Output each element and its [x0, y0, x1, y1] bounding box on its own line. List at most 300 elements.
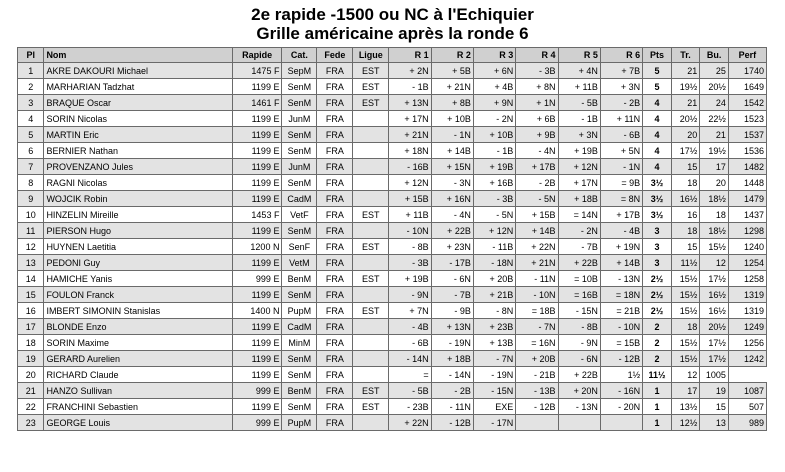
cell-round-6: - 13N [600, 271, 642, 287]
cell-tiebreak-tr: 15½ [671, 271, 700, 287]
cell-round-4: - 7N [516, 319, 558, 335]
table-row [18, 175, 767, 191]
cell-federation: FRA [317, 399, 353, 415]
cell-tiebreak-tr: 18 [671, 223, 700, 239]
cell-points: 2½ [643, 271, 672, 287]
table-row [18, 95, 767, 111]
cell-tiebreak-bu: 18 [700, 207, 729, 223]
cell-round-2: + 10B [431, 111, 473, 127]
cell-league: EST [353, 271, 389, 287]
cell-federation: FRA [317, 383, 353, 399]
cell-round-2: - 2B [431, 383, 473, 399]
cell-performance: 1249 [728, 319, 766, 335]
cell-federation: FRA [317, 223, 353, 239]
cell-place: 6 [18, 143, 44, 159]
cell-category: PupM [282, 303, 317, 319]
header-r6: R 6 [600, 48, 642, 63]
cell-round-6 [600, 415, 642, 431]
cell-performance: 1482 [728, 159, 766, 175]
cell-round-3: + 10B [473, 127, 515, 143]
cell-place: 15 [18, 287, 44, 303]
cell-round-1: + 17N [389, 111, 431, 127]
cell-category: JunM [282, 111, 317, 127]
cell-name: IMBERT SIMONIN Stanislas [44, 303, 232, 319]
cell-federation: FRA [317, 367, 353, 383]
cell-federation: FRA [317, 255, 353, 271]
cell-tiebreak-tr: 12½ [671, 415, 700, 431]
cell-round-3: - 7N [473, 351, 515, 367]
cell-place: 22 [18, 399, 44, 415]
cell-round-5: - 13N [558, 399, 600, 415]
cell-round-6: - 6B [600, 127, 642, 143]
cell-round-4: - 13B [516, 383, 558, 399]
cell-category: SenM [282, 127, 317, 143]
cell-round-5: - 15N [558, 303, 600, 319]
cell-place: 4 [18, 111, 44, 127]
cell-rating: 1199 E [232, 175, 282, 191]
cell-category: CadM [282, 191, 317, 207]
header-r2: R 2 [431, 48, 473, 63]
cell-round-5: + 4N [558, 63, 600, 79]
cell-tiebreak-tr: 15 [671, 239, 700, 255]
cell-place: 3 [18, 95, 44, 111]
cell-league: EST [353, 63, 389, 79]
cell-place: 17 [18, 319, 44, 335]
cell-points: 4 [643, 159, 672, 175]
cell-round-6: + 17B [600, 207, 642, 223]
cell-tiebreak-tr: 18 [671, 175, 700, 191]
cell-tiebreak-bu: 17 [700, 159, 729, 175]
cell-points: 3 [643, 239, 672, 255]
table-row [18, 367, 767, 383]
cell-name: MARTIN Eric [44, 127, 232, 143]
header-r5: R 5 [558, 48, 600, 63]
cell-place: 12 [18, 239, 44, 255]
cell-tiebreak-tr: 13½ [671, 399, 700, 415]
table-row [18, 239, 767, 255]
cell-league [353, 351, 389, 367]
cell-category: SenM [282, 399, 317, 415]
cell-tiebreak-tr: 15½ [671, 335, 700, 351]
cell-round-4: + 1N [516, 95, 558, 111]
cell-league [353, 127, 389, 143]
cell-rating: 1199 E [232, 255, 282, 271]
cell-league: EST [353, 399, 389, 415]
cell-tiebreak-tr: 15½ [671, 351, 700, 367]
cell-round-3: - 15N [473, 383, 515, 399]
table-row [18, 319, 767, 335]
cell-place: 2 [18, 79, 44, 95]
cell-round-1: + 18N [389, 143, 431, 159]
cell-tiebreak-bu: 20½ [700, 79, 729, 95]
cell-place: 11 [18, 223, 44, 239]
cell-category: BenM [282, 383, 317, 399]
cell-round-2: - 7B [431, 287, 473, 303]
cell-category: VetM [282, 255, 317, 271]
cell-round-5: = 16B [558, 287, 600, 303]
cell-federation: FRA [317, 303, 353, 319]
cell-place: 9 [18, 191, 44, 207]
cell-round-4: - 2B [516, 175, 558, 191]
table-row [18, 415, 767, 431]
cell-round-5: + 3N [558, 127, 600, 143]
cell-name: GEORGE Louis [44, 415, 232, 431]
cell-league: EST [353, 79, 389, 95]
cell-name: HAMICHE Yanis [44, 271, 232, 287]
cell-round-6: - 4B [600, 223, 642, 239]
cell-tiebreak-bu: 17½ [700, 351, 729, 367]
cell-round-6: + 7B [600, 63, 642, 79]
cell-round-6: + 3N [600, 79, 642, 95]
cell-round-4: + 8N [516, 79, 558, 95]
table-row [18, 335, 767, 351]
cell-round-4: - 12B [516, 399, 558, 415]
cell-round-5: + 11B [558, 79, 600, 95]
cell-name: PEDONI Guy [44, 255, 232, 271]
cell-tiebreak-tr: 11½ [671, 255, 700, 271]
cell-place: 1 [18, 63, 44, 79]
cell-name: SORIN Nicolas [44, 111, 232, 127]
cell-category: SenM [282, 95, 317, 111]
cell-round-4: + 6B [516, 111, 558, 127]
page-subtitle: Grille américaine après la ronde 6 [256, 24, 529, 43]
header-r4: R 4 [516, 48, 558, 63]
cell-federation: FRA [317, 351, 353, 367]
cell-rating: 999 E [232, 383, 282, 399]
header-ligue: Ligue [353, 48, 389, 63]
cell-points: 4 [643, 111, 672, 127]
cell-tiebreak-bu: 12 [700, 255, 729, 271]
cell-round-1: + 12N [389, 175, 431, 191]
cell-round-5: = 10B [558, 271, 600, 287]
cell-round-4: - 21B [516, 367, 558, 383]
cell-round-2: + 8B [431, 95, 473, 111]
cell-performance: 1087 [728, 383, 766, 399]
cell-name: SORIN Maxime [44, 335, 232, 351]
cell-round-2: + 14B [431, 143, 473, 159]
cell-round-2: - 14N [431, 367, 473, 383]
cell-round-4: + 14B [516, 223, 558, 239]
cell-place: 19 [18, 351, 44, 367]
cell-round-1: - 9N [389, 287, 431, 303]
cell-category: SenM [282, 143, 317, 159]
cell-place: 14 [18, 271, 44, 287]
cell-place: 7 [18, 159, 44, 175]
table-row [18, 191, 767, 207]
table-row [18, 271, 767, 287]
cell-round-4: + 9B [516, 127, 558, 143]
cell-round-4: + 17B [516, 159, 558, 175]
cell-points: 3½ [643, 191, 672, 207]
cell-name: PIERSON Hugo [44, 223, 232, 239]
cell-points: 5 [643, 63, 672, 79]
cell-rating: 1199 E [232, 351, 282, 367]
cell-performance: 1240 [728, 239, 766, 255]
cell-name: BRAQUE Oscar [44, 95, 232, 111]
cell-round-5: + 20N [558, 383, 600, 399]
cell-performance: 1523 [728, 111, 766, 127]
table-row [18, 63, 767, 79]
cell-round-6: - 1N [600, 159, 642, 175]
cell-name: RICHARD Claude [44, 367, 232, 383]
cell-round-3: - 3B [473, 191, 515, 207]
cell-round-6: + 5N [600, 143, 642, 159]
cell-round-5: - 6N [558, 351, 600, 367]
table-row [18, 255, 767, 271]
cell-round-6: - 12B [600, 351, 642, 367]
cell-round-2: - 11N [431, 399, 473, 415]
cell-performance: 1258 [728, 271, 766, 287]
cell-round-6: = 18N [600, 287, 642, 303]
cell-round-1: = [389, 367, 431, 383]
cell-category: SenM [282, 367, 317, 383]
header-pts: Pts [643, 48, 672, 63]
cell-performance: 1437 [728, 207, 766, 223]
cell-points: 2½ [643, 303, 672, 319]
cell-round-1: - 10N [389, 223, 431, 239]
cell-federation: FRA [317, 271, 353, 287]
cell-round-6: = 9B [600, 175, 642, 191]
cell-round-2: + 23N [431, 239, 473, 255]
cell-round-6: + 11N [600, 111, 642, 127]
cell-round-1: + 15B [389, 191, 431, 207]
cell-tiebreak-tr: 21 [671, 63, 700, 79]
cell-points: 4 [643, 127, 672, 143]
cell-name: MARHARIAN Tadzhat [44, 79, 232, 95]
cell-round-5 [558, 415, 600, 431]
cell-round-1: - 14N [389, 351, 431, 367]
cell-league [353, 319, 389, 335]
cell-round-2: - 1N [431, 127, 473, 143]
cell-round-4: + 22N [516, 239, 558, 255]
cell-round-5: + 22B [558, 367, 600, 383]
cell-tiebreak-bu: 15 [700, 399, 729, 415]
cell-name: BERNIER Nathan [44, 143, 232, 159]
header-r1: R 1 [389, 48, 431, 63]
cell-category: VetF [282, 207, 317, 223]
cell-round-3: EXE [473, 399, 515, 415]
cell-league [353, 191, 389, 207]
cell-place: 20 [18, 367, 44, 383]
cell-tiebreak-bu: 16½ [700, 303, 729, 319]
header-r3: R 3 [473, 48, 515, 63]
cell-round-1: - 1B [389, 79, 431, 95]
cell-round-2: - 3N [431, 175, 473, 191]
cell-tiebreak-bu: 17½ [700, 335, 729, 351]
cell-league [353, 223, 389, 239]
cell-round-5: + 12N [558, 159, 600, 175]
cell-round-1: + 7N [389, 303, 431, 319]
cell-round-4: - 4N [516, 143, 558, 159]
cell-round-5: + 22B [558, 255, 600, 271]
cell-name: PROVENZANO Jules [44, 159, 232, 175]
cell-round-1: - 6B [389, 335, 431, 351]
cell-round-5: + 19B [558, 143, 600, 159]
cell-points: 2 [643, 335, 672, 351]
cell-performance: 1242 [728, 351, 766, 367]
cell-tiebreak-bu: 13 [700, 415, 729, 431]
cell-points: 3½ [643, 175, 672, 191]
cell-rating: 1199 E [232, 319, 282, 335]
cell-tiebreak-bu: 20½ [700, 319, 729, 335]
cell-points: 4 [643, 143, 672, 159]
cell-round-1: - 8B [389, 239, 431, 255]
cell-federation: FRA [317, 79, 353, 95]
cell-round-3: - 8N [473, 303, 515, 319]
cell-federation: FRA [317, 127, 353, 143]
cell-federation: FRA [317, 287, 353, 303]
cell-points: 2½ [643, 287, 672, 303]
cell-round-2: + 13N [431, 319, 473, 335]
table-row [18, 351, 767, 367]
table-row [18, 127, 767, 143]
cell-tiebreak-tr: 15½ [671, 287, 700, 303]
cell-round-3: - 19N [473, 367, 515, 383]
cell-performance: 989 [728, 415, 766, 431]
cell-tiebreak-bu: 21 [700, 127, 729, 143]
cell-federation: FRA [317, 319, 353, 335]
cell-league [353, 143, 389, 159]
cell-round-3: + 12N [473, 223, 515, 239]
header-cat: Cat. [282, 48, 317, 63]
cell-category: SepM [282, 63, 317, 79]
cell-round-6: - 16N [600, 383, 642, 399]
cell-tiebreak-bu: 1005 [700, 367, 729, 383]
cell-rating: 1199 E [232, 335, 282, 351]
cell-performance: 1319 [728, 287, 766, 303]
cell-league [353, 111, 389, 127]
cell-round-5: - 2N [558, 223, 600, 239]
cell-round-5: + 17N [558, 175, 600, 191]
cell-round-1: - 16B [389, 159, 431, 175]
cell-round-6: = 15B [600, 335, 642, 351]
header-fede: Fede [317, 48, 353, 63]
cell-league: EST [353, 383, 389, 399]
cell-points: 1 [643, 415, 672, 431]
header-bu: Bu. [700, 48, 729, 63]
header-tr: Tr. [671, 48, 700, 63]
cell-rating: 1453 F [232, 207, 282, 223]
cell-performance: 1537 [728, 127, 766, 143]
cell-round-4: + 15B [516, 207, 558, 223]
cell-round-3: - 2N [473, 111, 515, 127]
cell-performance: 1319 [728, 303, 766, 319]
cell-tiebreak-bu: 18½ [700, 191, 729, 207]
cell-league [353, 335, 389, 351]
cell-round-1: + 2N [389, 63, 431, 79]
table-row [18, 287, 767, 303]
cell-federation: FRA [317, 95, 353, 111]
cell-federation: FRA [317, 191, 353, 207]
cell-round-4: - 3B [516, 63, 558, 79]
cell-place: 8 [18, 175, 44, 191]
header-rapide: Rapide [232, 48, 282, 63]
cell-name: HANZO Sullivan [44, 383, 232, 399]
cell-tiebreak-bu: 15½ [700, 239, 729, 255]
cell-round-6: + 19N [600, 239, 642, 255]
cell-round-3: + 19B [473, 159, 515, 175]
cell-round-1: + 21N [389, 127, 431, 143]
cell-round-2: - 19N [431, 335, 473, 351]
cell-tiebreak-bu: 22½ [700, 111, 729, 127]
cell-round-3: + 20B [473, 271, 515, 287]
cell-rating: 1200 N [232, 239, 282, 255]
cell-round-4: = 18B [516, 303, 558, 319]
cell-rating: 1199 E [232, 79, 282, 95]
cell-round-1: + 11B [389, 207, 431, 223]
cell-rating: 1199 E [232, 159, 282, 175]
cell-category: PupM [282, 415, 317, 431]
cell-round-3: + 6N [473, 63, 515, 79]
cell-tiebreak-tr: 15 [671, 159, 700, 175]
cell-round-5: + 18B [558, 191, 600, 207]
cell-points: 1 [643, 383, 672, 399]
cell-points: 4 [643, 95, 672, 111]
cell-points: 5 [643, 79, 672, 95]
cell-place: 10 [18, 207, 44, 223]
cell-round-3: - 11B [473, 239, 515, 255]
cell-round-2: - 6N [431, 271, 473, 287]
cell-performance: 1479 [728, 191, 766, 207]
cell-round-4 [516, 415, 558, 431]
cell-round-2: + 22B [431, 223, 473, 239]
cell-round-1: - 5B [389, 383, 431, 399]
cell-federation: FRA [317, 335, 353, 351]
cell-round-5: - 1B [558, 111, 600, 127]
cell-rating: 999 E [232, 415, 282, 431]
cell-tiebreak-tr: 17 [671, 383, 700, 399]
cell-round-2: - 4N [431, 207, 473, 223]
cell-points: 11½ [643, 367, 672, 383]
cell-round-1: - 23B [389, 399, 431, 415]
cell-performance: 507 [728, 399, 766, 415]
cell-performance: 1256 [728, 335, 766, 351]
cell-federation: FRA [317, 207, 353, 223]
table-header-row [18, 48, 767, 63]
cell-place: 18 [18, 335, 44, 351]
cell-name: HUYNEN Laetitia [44, 239, 232, 255]
cell-performance: 1536 [728, 143, 766, 159]
table-row [18, 159, 767, 175]
cell-league [353, 367, 389, 383]
cell-round-3: + 13B [473, 335, 515, 351]
cell-federation: FRA [317, 415, 353, 431]
table-row [18, 399, 767, 415]
cell-round-1: + 22N [389, 415, 431, 431]
cell-round-2: - 17B [431, 255, 473, 271]
cell-rating: 1199 E [232, 111, 282, 127]
cell-tiebreak-tr: 20½ [671, 111, 700, 127]
page-title: 2e rapide -1500 ou NC à l'Echiquier [251, 5, 534, 24]
cell-place: 13 [18, 255, 44, 271]
cell-round-3: + 4B [473, 79, 515, 95]
table-row [18, 303, 767, 319]
cell-points: 3 [643, 255, 672, 271]
cell-federation: FRA [317, 159, 353, 175]
cell-performance: 1254 [728, 255, 766, 271]
cell-league [353, 255, 389, 271]
table-row [18, 383, 767, 399]
cell-category: MinM [282, 335, 317, 351]
cell-round-4: + 21N [516, 255, 558, 271]
cell-place: 23 [18, 415, 44, 431]
cell-round-5: - 8B [558, 319, 600, 335]
cell-round-6: = 21B [600, 303, 642, 319]
cell-round-5: - 7B [558, 239, 600, 255]
cell-place: 21 [18, 383, 44, 399]
cell-rating: 1199 E [232, 223, 282, 239]
cell-federation: FRA [317, 111, 353, 127]
